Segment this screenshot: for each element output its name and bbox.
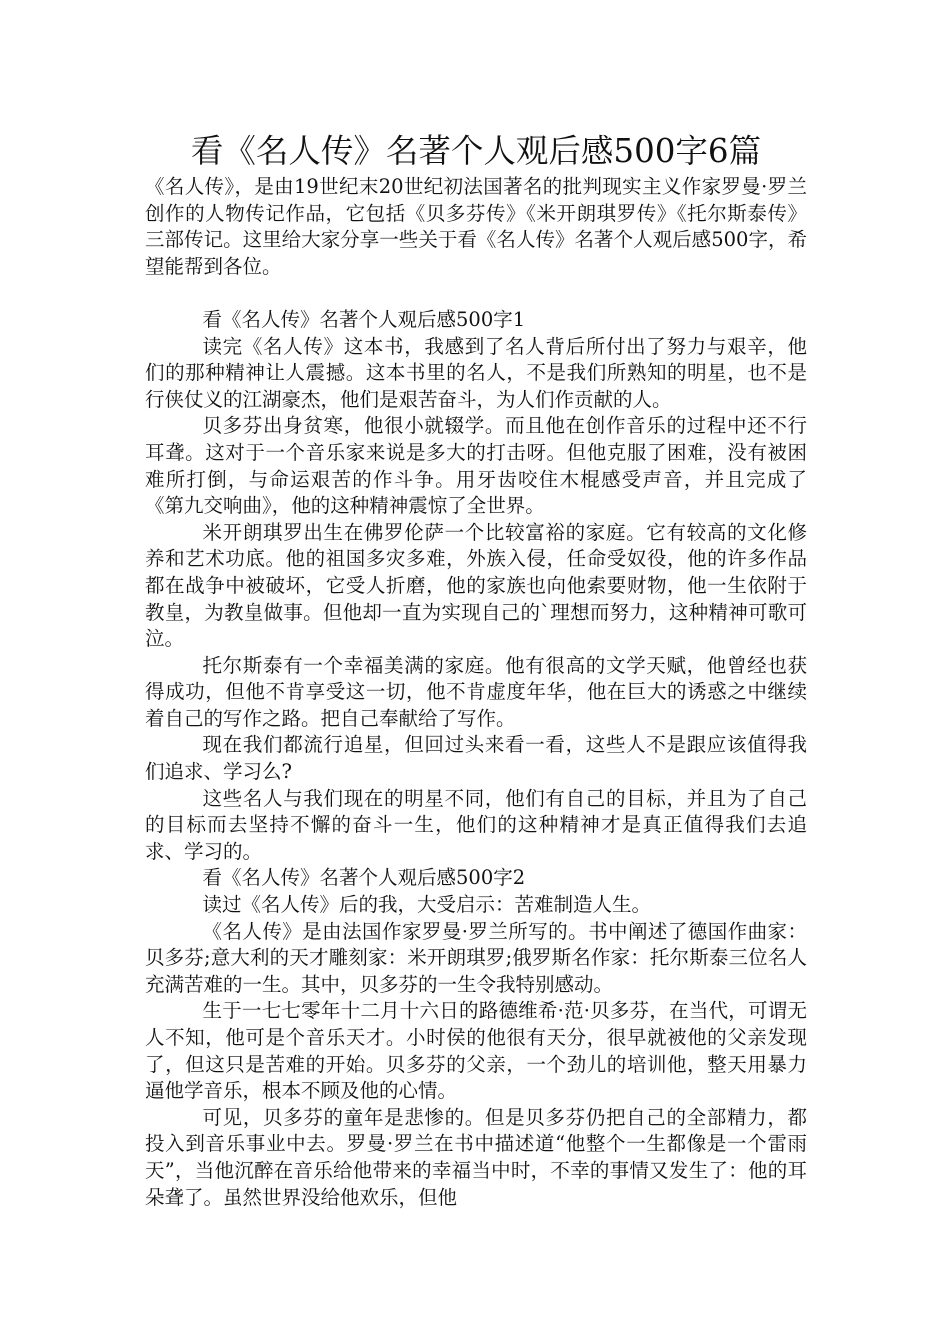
intro-paragraph: 《名人传》，是由19世纪末20世纪初法国著名的批判现实主义作家罗曼·罗兰创作的人物传记作品，它包括《贝多芬传》《米开朗琪罗传》《托尔斯泰传》三部传记。这里给大家分享一些关于看《名人传》名著个人观后感500字，希望能帮到各位。 <box>145 175 807 278</box>
body-paragraph: 这些名人与我们现在的明星不同，他们有自己的目标，并且为了自己的目标而去坚持不懈的奋斗一生，他们的这种精神才是真正值得我们去追求、学习的。 <box>145 786 807 863</box>
document-page <box>145 128 807 1211</box>
body-paragraph: 《名人传》是由法国作家罗曼·罗兰所写的。书中阐述了德国作曲家：贝多芬;意大利的天才雕刻家：米开朗琪罗;俄罗斯名作家：托尔斯泰三位名人充满苦难的一生。其中，贝多芬的一生令我特别感动。 <box>145 919 807 996</box>
body-paragraph: 读完《名人传》这本书，我感到了名人背后所付出了努力与艰辛，他们的那种精神让人震撼。这本书里的名人，不是我们所熟知的明星，也不是行侠仗义的江湖豪杰，他们是艰苦奋斗，为人们作贡献的人。 <box>145 334 807 411</box>
body-paragraph: 生于一七七零年十二月十六日的路德维希·范·贝多芬，在当代，可谓无人不知，他可是个音乐天才。小时侯的他很有天分，很早就被他的父亲发现了，但这只是苦难的开始。贝多芬的父亲，一个劲儿的培训他，整天用暴力逼他学音乐，根本不顾及他的心情。 <box>145 999 807 1103</box>
body-paragraph: 读过《名人传》后的我，大受启示：苦难制造人生。 <box>202 893 652 917</box>
section-heading: 看《名人传》名著个人观后感500字1 <box>202 307 526 331</box>
body-paragraph: 可见，贝多芬的童年是悲惨的。但是贝多芬仍把自己的全部精力，都投入到音乐事业中去。罗曼·罗兰在书中描述道“他整个一生都像是一个雷雨天”，当他沉醉在音乐给他带来的幸福当中时，不幸的事情又发生了：他的耳朵聋了。虽然世界没给他欢乐，但他 <box>145 1105 807 1209</box>
body-paragraph: 托尔斯泰有一个幸福美满的家庭。他有很高的文学天赋，他曾经也获得成功，但他不肯享受这一切，他不肯虚度年华，他在巨大的诱惑之中继续着自己的写作之路。把自己奉献给了写作。 <box>145 653 807 730</box>
body-paragraph: 米开朗琪罗出生在佛罗伦萨一个比较富裕的家庭。它有较高的文化修养和艺术功底。他的祖国多灾多难，外族入侵，任命受奴役，他的许多作品都在战争中被破坏，它受人折磨，他的家族也向他索要财物，他一生依附于教皇，为教皇做事。但他却一直为实现自己的`理想而努力，这种精神可歌可泣。 <box>145 520 807 651</box>
blank-line <box>145 280 807 307</box>
body-paragraph: 贝多芬出身贫寒，他很小就辍学。而且他在创作音乐的过程中还不行耳聋。这对于一个音乐家来说是多大的打击呀。但他克服了困难，没有被困难所打倒，与命运艰苦的作斗争。用牙齿咬住木棍感受声音，并且完成了《第九交响曲》，他的这种精神震惊了全世界。 <box>145 414 807 518</box>
section-heading: 看《名人传》名著个人观后感500字2 <box>202 866 526 890</box>
document-title: 看《名人传》名著个人观后感500字6篇 <box>190 132 762 170</box>
body-paragraph: 现在我们都流行追星，但回过头来看一看，这些人不是跟应该值得我们追求、学习么? <box>145 733 807 784</box>
